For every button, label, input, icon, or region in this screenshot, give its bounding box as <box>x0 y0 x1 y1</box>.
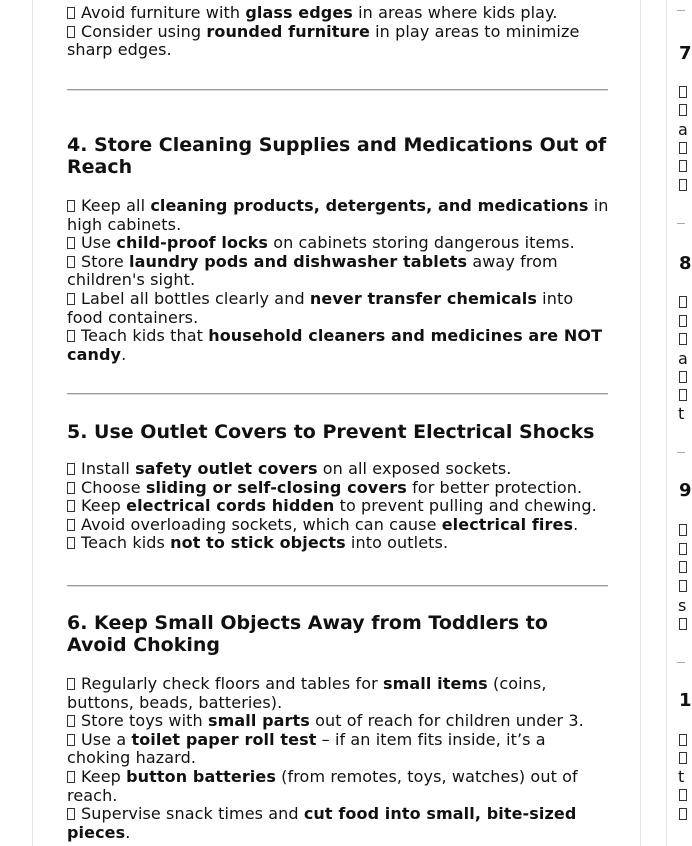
item-text: Install <box>81 459 136 478</box>
item-text: Store toys with <box>81 711 208 731</box>
item-text: Label all bottles clearly and <box>81 288 310 308</box>
text-fragment: t <box>678 767 685 786</box>
emphasis-text: toilet paper roll test <box>131 729 317 749</box>
item-text: Keep <box>81 496 127 516</box>
bullet-icon <box>67 256 75 268</box>
emphasis-text: laundry pods and dishwasher tablets <box>128 251 468 271</box>
list-item <box>67 290 609 327</box>
item-text: in high cabinets. <box>67 196 609 234</box>
section-heading-4: 4. Store Cleaning Supplies and Medications Out of Reach <box>67 134 607 178</box>
emphasis-text: rounded furniture <box>206 21 370 41</box>
item-text: . <box>573 514 579 534</box>
list-item <box>67 534 609 553</box>
text-fragment: a <box>678 120 688 139</box>
emphasis-text: never transfer chemicals <box>309 288 537 308</box>
section-heading-6: 6. Keep Small Objects Away from Toddlers to Avoid Choking <box>67 612 548 656</box>
main-article-column <box>33 0 641 846</box>
bullet-icon <box>67 200 75 212</box>
bullet-icon <box>67 293 75 305</box>
item-text: – if an item fits inside, it’s a choking hazard. <box>67 729 546 768</box>
emphasis-text: child-proof locks <box>116 233 269 253</box>
bullet-icon <box>67 678 75 690</box>
emphasis-text: cut food into small, bite-sized pieces <box>67 804 577 842</box>
item-text: (from remotes, toys, watches) out of reach. <box>67 766 578 805</box>
list-item <box>67 675 609 712</box>
list-item <box>67 460 609 479</box>
bullet-icon <box>679 618 687 630</box>
emphasis-text: electrical fires <box>441 514 574 534</box>
emphasis-text: button batteries <box>126 766 276 786</box>
section-number-fragment: 9 <box>679 480 692 501</box>
item-text: away from children's sight. <box>67 251 558 290</box>
item-text: Store <box>81 251 129 271</box>
emphasis-text: cleaning products, detergents, and medications <box>150 196 589 215</box>
section-number-fragment: 7 <box>679 43 692 64</box>
item-text: for better protection. <box>406 477 583 497</box>
bullet-icon <box>679 561 687 573</box>
bullet-icon <box>67 500 75 512</box>
item-text: Regularly check floors and tables for <box>81 674 383 693</box>
list-item <box>67 712 609 731</box>
bullet-icon <box>67 537 75 549</box>
list-item <box>67 23 609 60</box>
emphasis-text: sliding or self-closing covers <box>145 477 407 497</box>
item-text: Use a <box>81 729 132 749</box>
emphasis-text: household cleaners and medicines are NOT candy <box>67 326 603 364</box>
bullet-icon <box>67 771 75 783</box>
item-text: Keep all <box>81 196 151 215</box>
divider-fragment <box>677 452 685 453</box>
list-item <box>67 805 609 842</box>
item-text: Avoid overloading sockets, which can cause <box>81 514 442 534</box>
bullet-icon <box>67 734 75 746</box>
item-text: on all exposed sockets. <box>317 459 512 478</box>
section-heading-5: 5. Use Outlet Covers to Prevent Electrical Shocks <box>67 421 595 443</box>
bullet-icon <box>67 26 75 38</box>
list-item <box>67 197 609 234</box>
item-text: . <box>121 344 127 364</box>
item-text: in play areas to minimize sharp edges. <box>67 21 580 60</box>
bullet-icon <box>67 237 75 249</box>
item-text: Avoid furniture with <box>81 3 246 22</box>
bullet-icon <box>67 519 75 531</box>
item-text: (coins, buttons, beads, batteries). <box>67 674 547 712</box>
emphasis-text: glass edges <box>245 3 353 22</box>
bullet-icon <box>679 296 687 308</box>
bullet-icon <box>679 389 687 401</box>
item-text: to prevent pulling and chewing. <box>334 496 597 516</box>
item-text: Teach kids that <box>81 326 209 346</box>
bullet-icon <box>679 104 687 116</box>
emphasis-text: safety outlet covers <box>135 459 318 478</box>
bullet-icon <box>67 715 75 727</box>
emphasis-text: not to stick objects <box>170 533 346 553</box>
list-item <box>67 234 609 253</box>
bullet-icon <box>679 179 687 191</box>
list-item <box>67 768 609 805</box>
section-5-list <box>67 460 609 553</box>
bullet-icon <box>679 734 687 746</box>
item-text: out of reach for children under 3. <box>309 711 584 731</box>
bullet-icon <box>679 86 687 98</box>
bullet-icon <box>679 371 687 383</box>
list-item <box>67 497 609 516</box>
item-text: Supervise snack times and <box>81 804 304 824</box>
bullet-icon <box>679 580 687 592</box>
item-text: Use <box>81 233 117 253</box>
bullet-icon <box>679 789 687 801</box>
item-text: Keep <box>81 766 127 786</box>
list-item <box>67 516 609 535</box>
item-text: into food containers. <box>67 288 574 327</box>
emphasis-text: electrical cords hidden <box>126 496 335 516</box>
right-column-fragment <box>666 0 692 846</box>
list-item <box>67 4 609 23</box>
bullet-icon <box>67 482 75 494</box>
text-fragment: s <box>678 596 687 615</box>
list-item <box>67 253 609 290</box>
text-fragment: t <box>678 404 685 423</box>
section-divider <box>67 393 608 395</box>
list-item <box>67 479 609 498</box>
list-item <box>67 327 609 364</box>
section-number-fragment: 8 <box>679 253 692 274</box>
item-text: Consider using <box>81 21 207 41</box>
intro-list <box>67 4 609 60</box>
item-text: Choose <box>81 477 146 497</box>
bullet-icon <box>679 524 687 536</box>
item-text: . <box>125 822 131 842</box>
bullet-icon <box>679 808 687 820</box>
divider-fragment <box>677 223 685 224</box>
item-text: in areas where kids play. <box>352 3 558 22</box>
bullet-icon <box>679 142 687 154</box>
text-fragment: a <box>678 349 688 368</box>
section-divider <box>67 89 608 91</box>
bullet-icon <box>679 333 687 345</box>
section-divider <box>67 585 608 587</box>
bullet-icon <box>679 752 687 764</box>
section-number-fragment: 1 <box>679 690 692 711</box>
emphasis-text: small parts <box>207 711 310 731</box>
list-item <box>67 731 609 768</box>
bullet-icon <box>67 808 75 820</box>
divider-fragment <box>677 662 685 663</box>
bullet-icon <box>67 7 75 19</box>
section-6-list <box>67 675 609 842</box>
bullet-icon <box>67 330 75 342</box>
item-text: into outlets. <box>345 533 449 553</box>
item-text: on cabinets storing dangerous items. <box>268 233 575 253</box>
emphasis-text: small items <box>382 674 488 693</box>
divider-fragment <box>677 10 685 11</box>
bullet-icon <box>679 160 687 172</box>
bullet-icon <box>679 315 687 327</box>
section-4-list <box>67 197 609 364</box>
bullet-icon <box>679 543 687 555</box>
item-text: Teach kids <box>81 533 171 553</box>
bullet-icon <box>67 463 75 475</box>
